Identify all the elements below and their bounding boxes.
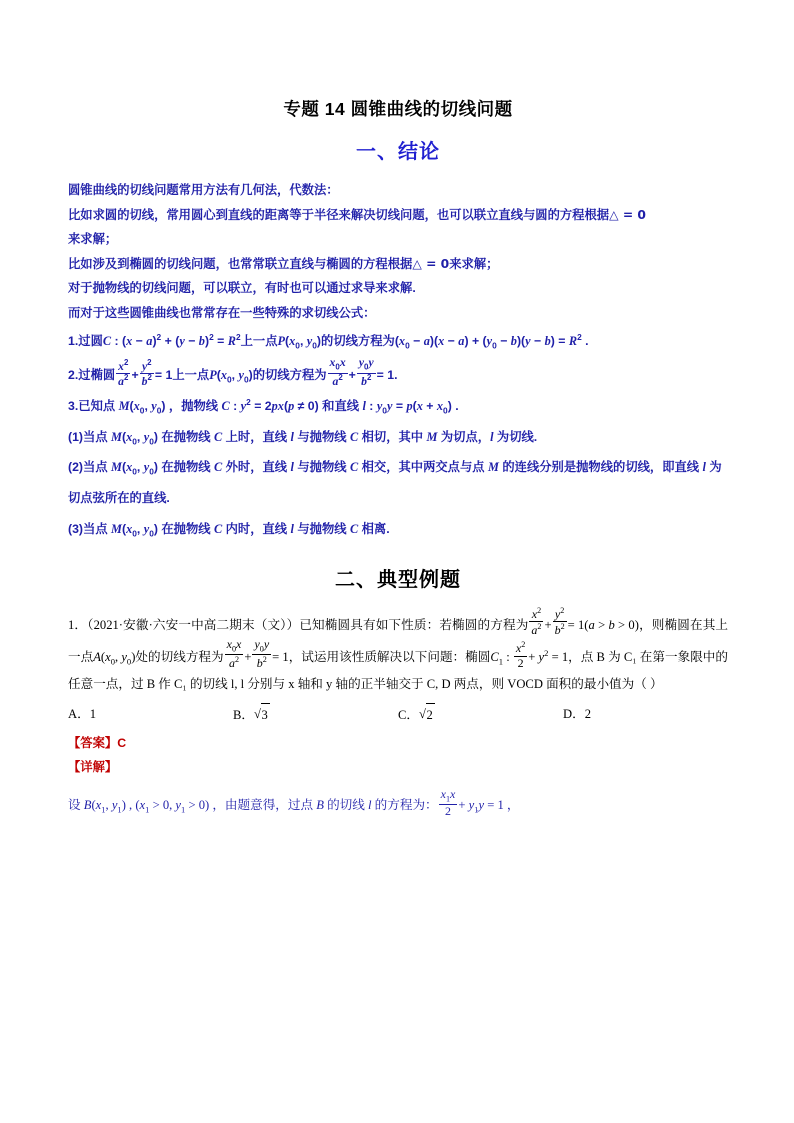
formula-1-result: $(x_0 - a)(x - a) + (y_0 - b)(y - b) = R^2$ . [394,331,589,351]
option-B[interactable] [233,703,398,728]
example-1-point-A: $A(x_0$, $y_0$) [93,650,136,667]
intro-line-6: 而对于这些圆锥曲线也常常存在一些特殊的求切线公式： [68,305,376,320]
formula-3-text: 已知点 $M(x_0$, $y_0$) ，抛物线 C : $y^2 = 2px(p \ne 0)$ 和直线 l : $y_0y = p(x + x_0)$ . [78,396,459,416]
formula-1-index: 1. [68,333,79,348]
intro-line-4-text: 比如涉及到椭圆的切线问题，也常常联立直线与椭圆的方程根据 [68,256,413,271]
case-3: (3)当点 $M(x_0$, $y_0$) 在抛物线 C 内时，直线 l 与抛物线 C 相离. [68,521,390,539]
detail-label: 【详解】 [68,760,118,775]
formula-1-after: 的切线方程为 [321,333,395,348]
option-D-label: D． [563,707,585,722]
solution-line-1: 设 $B(x_1$, $y_1$) , ($x_1 > 0$, $y_1 > 0$) ，由题意得，过点 B 的切线 l 的方程为： $\frac{x_1x}{2}$ + $y_1y = 1$ ， [68,787,520,818]
formula-2-mid: 上一点 [172,368,210,383]
example-1-number: 1． [68,617,88,632]
option-A-value: 1 [89,707,96,722]
option-B-label: B． [233,708,254,723]
example-1-stem [68,606,728,698]
formula-ellipse-tangent [68,356,728,391]
formula-1-mid: 上一点 [240,333,278,348]
answer-row [68,732,728,756]
example-1-source: （2021·安徽·六安一中高二期末（文）） [87,617,300,632]
intro-line-2-text: 比如求圆的切线，常用圆心到直线的距离等于半径来解决切线问题，也可以联立直线与圆的方程根据 [68,207,610,222]
answer-value: C [117,736,127,751]
option-A[interactable] [68,703,233,728]
formula-1-before: 过圆 [78,333,103,348]
formula-2-after: 的切线方程为 [252,368,327,383]
intro-line-5: 对于抛物线的切线问题，可以联立，有时也可以通过求导来求解. [68,281,416,296]
intro-line-1: 圆锥曲线的切线问题常用方法有几何法，代数法： [68,183,339,197]
example-1-stem-part3: 处的切线方程为 [135,650,224,665]
example-1-equation-2: $\frac{x_0x}{a^2}$ + $\frac{y_0y}{b^2}$ = 1 [226,637,289,670]
document-content [68,96,728,820]
page-title: 专题 14 圆锥曲线的切线问题 [283,99,513,119]
example-1-stem-part4: ，试运用该性质解决以下问题：椭圆 [288,650,491,665]
intro-line-3: 来求解； [68,232,118,247]
section-heading-conclusion: 一、结论 [356,141,440,163]
formula-2-point: $P(x_0$, $y_0$) [209,368,253,385]
example-1-stem-part2: ，则椭圆在其上一点 [68,617,729,665]
case-2: (2)当点 $M(x_0$, $y_0$) 在抛物线 C 外时，直线 l 与抛物线 C 相交，其中两交点与点 M 的连线分别是抛物线的切线，即直线 l 为切点弦所在的直线. [68,460,722,506]
option-B-value: √ 3 [254,703,270,728]
section-heading-examples: 二、典型例题 [335,568,461,591]
formula-1-circle-eq: C : $(x - a)^2 + (y - b)^2 = R^2$ [102,331,241,348]
option-A-label: A． [68,707,90,722]
intro-line-4 [68,252,728,277]
intro-line-4-tail: 来求解； [449,256,499,271]
example-1-stem-part5: ，点 B 为 C₁ 在第一象限中的任意一点，过 B 作 C₁ 的切线 l, l 分别与 x 轴和 y 轴的正半轴交于 C, D 两点，则 VOCD 面积的最小值为（ ） [68,650,728,691]
formula-3-index: 3. [68,398,79,413]
formula-2-ellipse-eq: $\frac{x^2}{a^2}$ + $\frac{y^2}{b^2}$ = 1 [118,357,173,388]
example-1-stem-part1: 已知椭圆具有如下性质：若椭圆的方程为 [299,617,529,632]
delta-equation-2: △ = 0 [412,256,450,271]
answer-label: 【答案】 [68,736,118,751]
formula-parabola-tangent [68,391,728,422]
option-D-value: 2 [584,707,591,722]
intro-line-2 [68,203,728,228]
formula-2-result: $\frac{x_0x}{a^2}$ + $\frac{y_0y}{b^2}$ = 1. [329,356,398,388]
example-1-equation-1: $\frac{x^2}{a^2}$ + $\frac{y^2}{b^2}$ = 1(a > b > 0) [531,605,639,637]
formula-1-point: $P(x_0$, $y_0$) [277,333,322,351]
delta-equation-1: △ = 0 [609,207,646,222]
option-D[interactable] [563,703,728,728]
formula-2-index: 2. [68,368,79,383]
formula-2-before: 过椭圆 [78,368,116,383]
option-C-value: √ 2 [419,703,435,728]
formula-circle-tangent [68,326,728,357]
option-C-label: C． [398,708,419,723]
option-C[interactable] [398,703,563,728]
example-1-options [68,703,728,728]
case-1: (1)当点 $M(x_0$, $y_0$) 在抛物线 C 上时，直线 l 与抛物线 C 相切，其中 M 为切点，l 为切线. [68,429,538,447]
example-1-equation-3: $C_1$ : $\frac{x^2}{2}$ + $y^2 = 1$ [490,640,569,670]
